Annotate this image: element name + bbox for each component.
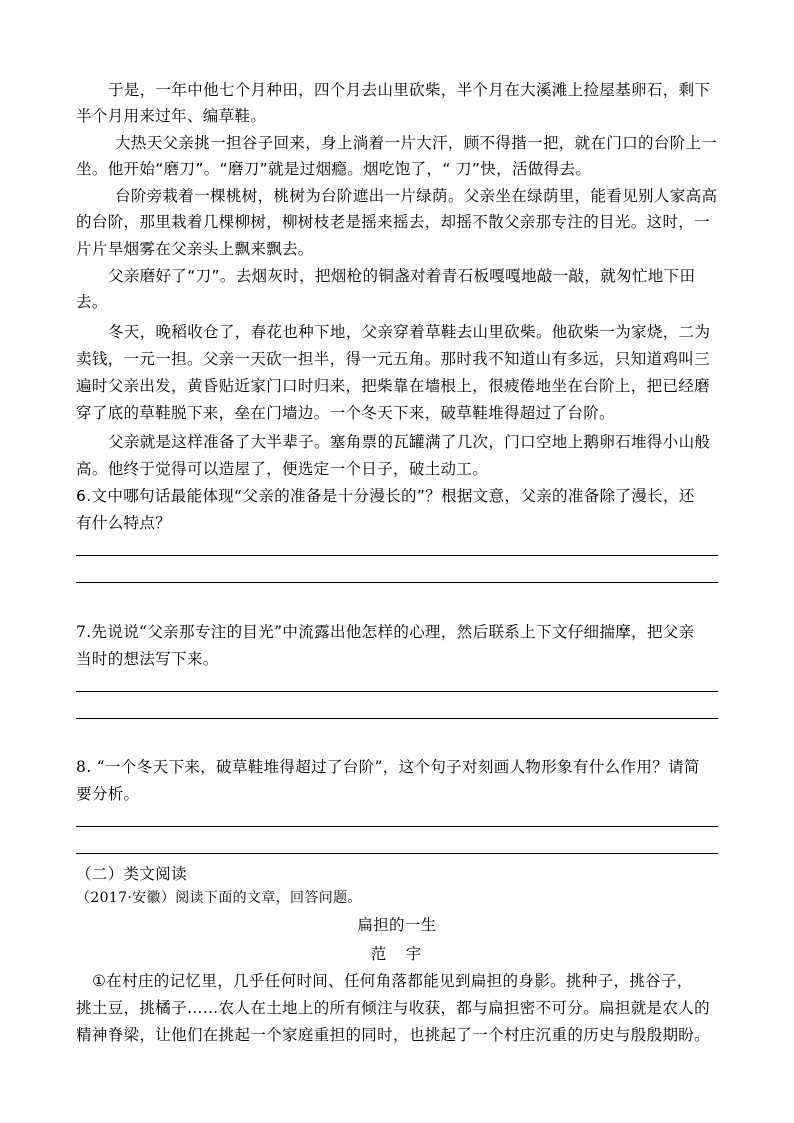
passage-line: 遍时父亲出发，黄昏贴近家门口时归来，把柴靠在墙根上，很疲倦地坐在台阶上，把已经磨 xyxy=(76,377,711,395)
article-title: 扁担的一生 xyxy=(357,916,437,934)
passage-line: 去。 xyxy=(76,293,108,311)
passage-line: 的台阶，那里栽着几棵柳树，柳树枝老是摇来摇去，却摇不散父亲那专注的目光。这时，一 xyxy=(76,213,711,231)
article-paragraph-line: ①在村庄的记忆里，几乎任何时间、任何角落都能见到扁担的身影。挑种子，挑谷子， xyxy=(92,972,693,990)
answer-line[interactable] xyxy=(76,853,718,854)
answer-line[interactable] xyxy=(76,826,718,827)
question-7-line: 当时的想法写下来。 xyxy=(76,650,219,668)
answer-line[interactable] xyxy=(76,718,718,719)
passage-line: 片片旱烟雾在父亲头上飘来飘去。 xyxy=(76,240,314,258)
question-8-line: 要分析。 xyxy=(76,785,140,803)
passage-line: 坐。他开始“磨刀”。“磨刀”就是过烟瘾。烟吃饱了，“ 刀”快，活做得去。 xyxy=(76,160,592,178)
passage-line: 穿了底的草鞋脱下来，垒在门墙边。一个冬天下来，破草鞋堆得超过了台阶。 xyxy=(76,404,615,422)
question-6-line: 有什么特点？ xyxy=(76,514,172,532)
passage-line: 卖钱，一元一担。父亲一天砍一担半，得一元五角。那时我不知道山有多远，只知道鸡叫三 xyxy=(76,350,711,368)
section-heading: （二）类文阅读 xyxy=(76,865,187,883)
answer-line[interactable] xyxy=(76,555,718,556)
question-6-line: 6.文中哪句话最能体现“父亲的准备是十分漫长的”？根据文意，父亲的准备除了漫长，还 xyxy=(76,487,695,505)
article-paragraph-line: 挑土豆，挑橘子……农人在土地上的所有倾注与收获，都与扁担密不可分。扁担就是农人的 xyxy=(76,999,711,1017)
passage-line: 半个月用来过年、编草鞋。 xyxy=(76,107,267,125)
question-7-line: 7.先说说“父亲那专注的目光”中流露出他怎样的心理，然后联系上下文仔细揣摩，把父亲 xyxy=(76,623,695,641)
passage-line: 高。他终于觉得可以造屋了，便选定一个日子，破土动工。 xyxy=(76,460,489,478)
passage-line: 于是，一年中他七个月种田，四个月去山里砍柴，半个月在大溪滩上捡屋基卵石，剩下 xyxy=(108,81,711,99)
passage-line: 台阶旁栽着一棵桃树，桃树为台阶遮出一片绿荫。父亲坐在绿荫里，能看见别人家高高 xyxy=(115,187,718,205)
passage-line: 父亲磨好了“刀”。去烟灰时，把烟枪的铜盏对着青石板嘎嘎地敲一敲，就匆忙地下田 xyxy=(108,267,696,285)
question-8-line: 8. “一个冬天下来，破草鞋堆得超过了台阶”，这个句子对刻画人物形象有什么作用？请简 xyxy=(76,758,700,776)
article-author: 范 宇 xyxy=(370,945,424,963)
passage-line: 大热天父亲挑一担谷子回来，身上淌着一片大汗，顾不得揩一把，就在门口的台阶上一 xyxy=(115,134,718,152)
passage-line: 冬天，晚稻收仓了，春花也种下地，父亲穿着草鞋去山里砍柴。他砍柴一为家烧，二为 xyxy=(108,323,711,341)
answer-line[interactable] xyxy=(76,691,718,692)
passage-line: 父亲就是这样准备了大半辈子。塞角票的瓦罐满了几次，门口空地上鹅卵石堆得小山般 xyxy=(108,433,711,451)
article-paragraph-line: 精神脊梁，让他们在挑起一个家庭重担的同时，也挑起了一个村庄沉重的历史与殷殷期盼。 xyxy=(76,1026,711,1044)
answer-line[interactable] xyxy=(76,582,718,583)
source-note: （2017·安徽）阅读下面的文章，回答问题。 xyxy=(76,890,362,906)
